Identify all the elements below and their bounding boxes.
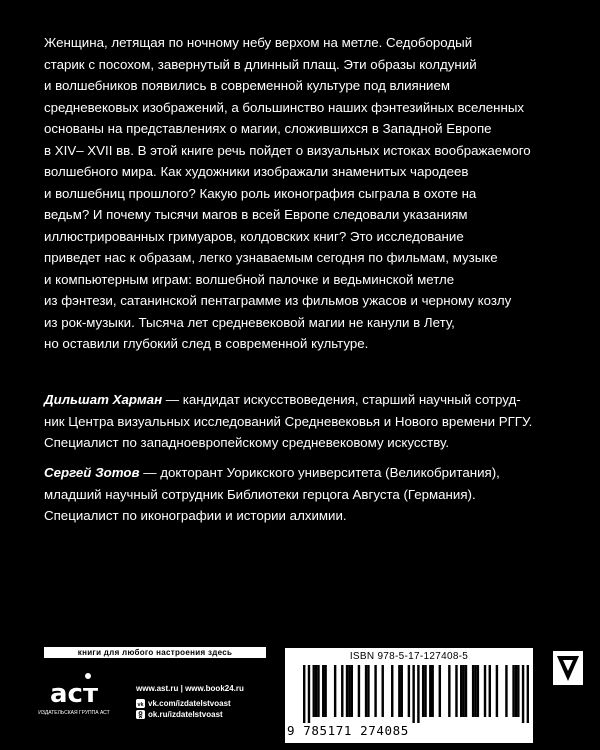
barcode-bar [505, 665, 507, 717]
v-logo-icon [553, 651, 583, 685]
author-bio-line: младший научный сотрудник Библиотеки герцога Августа (Германия). [44, 486, 476, 502]
barcode-bar [465, 665, 467, 717]
barcode-bar [322, 665, 324, 717]
barcode-bar [439, 665, 441, 717]
barcode-bar [517, 665, 519, 717]
ok-icon [136, 710, 145, 719]
isbn-label: ISBN 978-5-17-127408-5 [349, 651, 469, 662]
barcode-bar [303, 665, 305, 723]
blurb-line: из рок-музыки. Тысяча лет средневековой магии не канули в Лету, [44, 314, 455, 330]
barcode-bar [358, 665, 360, 717]
barcode-bar [496, 665, 498, 717]
barcode-bar [315, 665, 317, 717]
barcode-bar [460, 665, 462, 717]
barcode [303, 665, 529, 723]
barcode-bar [515, 665, 517, 717]
barcode-bar [348, 665, 350, 717]
publisher-tagline: книги для любого настроения здесь [44, 647, 266, 658]
barcode-bar [477, 665, 479, 717]
author-bio-harman [44, 389, 584, 454]
publisher-caption: ИЗДАТЕЛЬСКАЯ ГРУППА АСТ [38, 710, 110, 716]
barcode-bar [484, 665, 486, 717]
barcode-bar [391, 665, 393, 717]
barcode-bar [412, 665, 414, 723]
barcode-bar [308, 665, 310, 723]
author-bio-text: — докторант Уорикского университета (Великобритания), [139, 465, 500, 480]
author-bio-line: ник Центра визуальных исследований Средневековья и Нового времени РГГУ. [44, 413, 533, 429]
blurb-line: и волшебниц прошлого? Какую роль иконография сыграла в охоте на [44, 185, 477, 201]
blurb-line: иллюстрированных гримуаров, колдовских книг? Это исследование [44, 228, 464, 244]
blurb-line: но оставили глубокий след в современной культуре. [44, 336, 369, 351]
author-bio-line: Специалист по иконографии и истории алхимии. [44, 508, 347, 523]
barcode-bar [374, 665, 376, 717]
barcode-bar [431, 665, 433, 717]
blurb-line: основаны на представлениях о магии, сложившихся в Западной Европе [44, 121, 492, 136]
author-name: Дильшат Харман [44, 392, 163, 407]
author-bio-line: Специалист по западноевропейскому средневековому искусству. [44, 435, 450, 450]
barcode-bar [417, 665, 419, 723]
barcode-bar [365, 665, 367, 717]
blurb-line: средневековых изображений, а большинство наших фэнтезийных вселенных [44, 99, 525, 115]
barcode-bar [474, 665, 476, 717]
barcode-bar [462, 665, 464, 717]
blurb-line: Женщина, летящая по ночному небу верхом на метле. Седобородый [44, 35, 473, 50]
blurb-line: старик с посохом, завернутый в длинный плащ. Эти образы колдуний [44, 56, 477, 72]
ok-link[interactable] [136, 710, 223, 719]
barcode-bar [429, 665, 431, 717]
author-bio-text: — кандидат искусствоведения, старший научный сотруд- [162, 392, 521, 407]
blurb-line: и волшебников появились в современной культуре под влиянием [44, 78, 451, 93]
barcode-bar [324, 665, 326, 717]
barcode-bar [472, 665, 474, 717]
ok-link-text: ok.ru/izdatelstvoast [148, 710, 223, 719]
barcode-bar [401, 665, 403, 717]
isbn-barcode-block [285, 648, 533, 743]
author-bio-line [44, 462, 584, 484]
blurb-line: ведьм? И почему тысячи магов в всей Европе следовали указаниям [44, 207, 468, 222]
barcode-bar [313, 665, 315, 717]
blurb-line: в XIV– XVII вв. В этой книге речь пойдет о визуальных истоках воображаемого [44, 142, 531, 158]
barcode-bar [408, 665, 410, 717]
barcode-bar [382, 665, 384, 717]
blurb-line: из фэнтези, сатанинской пентаграмме из фильмов ужасов и черному козлу [44, 293, 512, 308]
publisher-websites[interactable]: www.ast.ru | www.book24.ru [136, 684, 244, 693]
barcode-bar [317, 665, 319, 717]
barcode-bar [346, 665, 348, 717]
ast-logo-text: аст [49, 679, 99, 709]
barcode-bar [351, 665, 353, 717]
barcode-bar [455, 665, 457, 717]
vk-link[interactable] [136, 699, 231, 708]
svg-text:vk: vk [137, 701, 144, 708]
barcode-bar [527, 665, 529, 723]
barcode-bar [422, 665, 424, 717]
author-bio-line [44, 389, 584, 411]
author-name: Сергей Зотов [44, 465, 140, 480]
barcode-bar [334, 665, 336, 717]
barcode-bar [522, 665, 524, 723]
barcode-bar [489, 665, 491, 717]
vk-link-text: vk.com/izdatelstvoast [148, 699, 231, 708]
barcode-bar [398, 665, 400, 717]
blurb-line: и компьютерным играм: волшебной палочке и ведьминской метле [44, 271, 455, 287]
blurb-line: волшебного мира. Как художники изображали знаменитых чародеев [44, 164, 469, 179]
barcode-digits: 9 785171 274085 [287, 723, 409, 738]
author-bio-zotov [44, 462, 584, 527]
vk-icon [136, 699, 145, 708]
barcode-bar [341, 665, 343, 717]
barcode-bar [512, 665, 514, 717]
barcode-bar [424, 665, 426, 717]
barcode-bar [448, 665, 450, 717]
blurb-line: приведет нас к образам, легко узнаваемым сегодня по фильмам, музыке [44, 250, 498, 265]
barcode-bar [367, 665, 369, 717]
book-blurb [44, 32, 564, 355]
